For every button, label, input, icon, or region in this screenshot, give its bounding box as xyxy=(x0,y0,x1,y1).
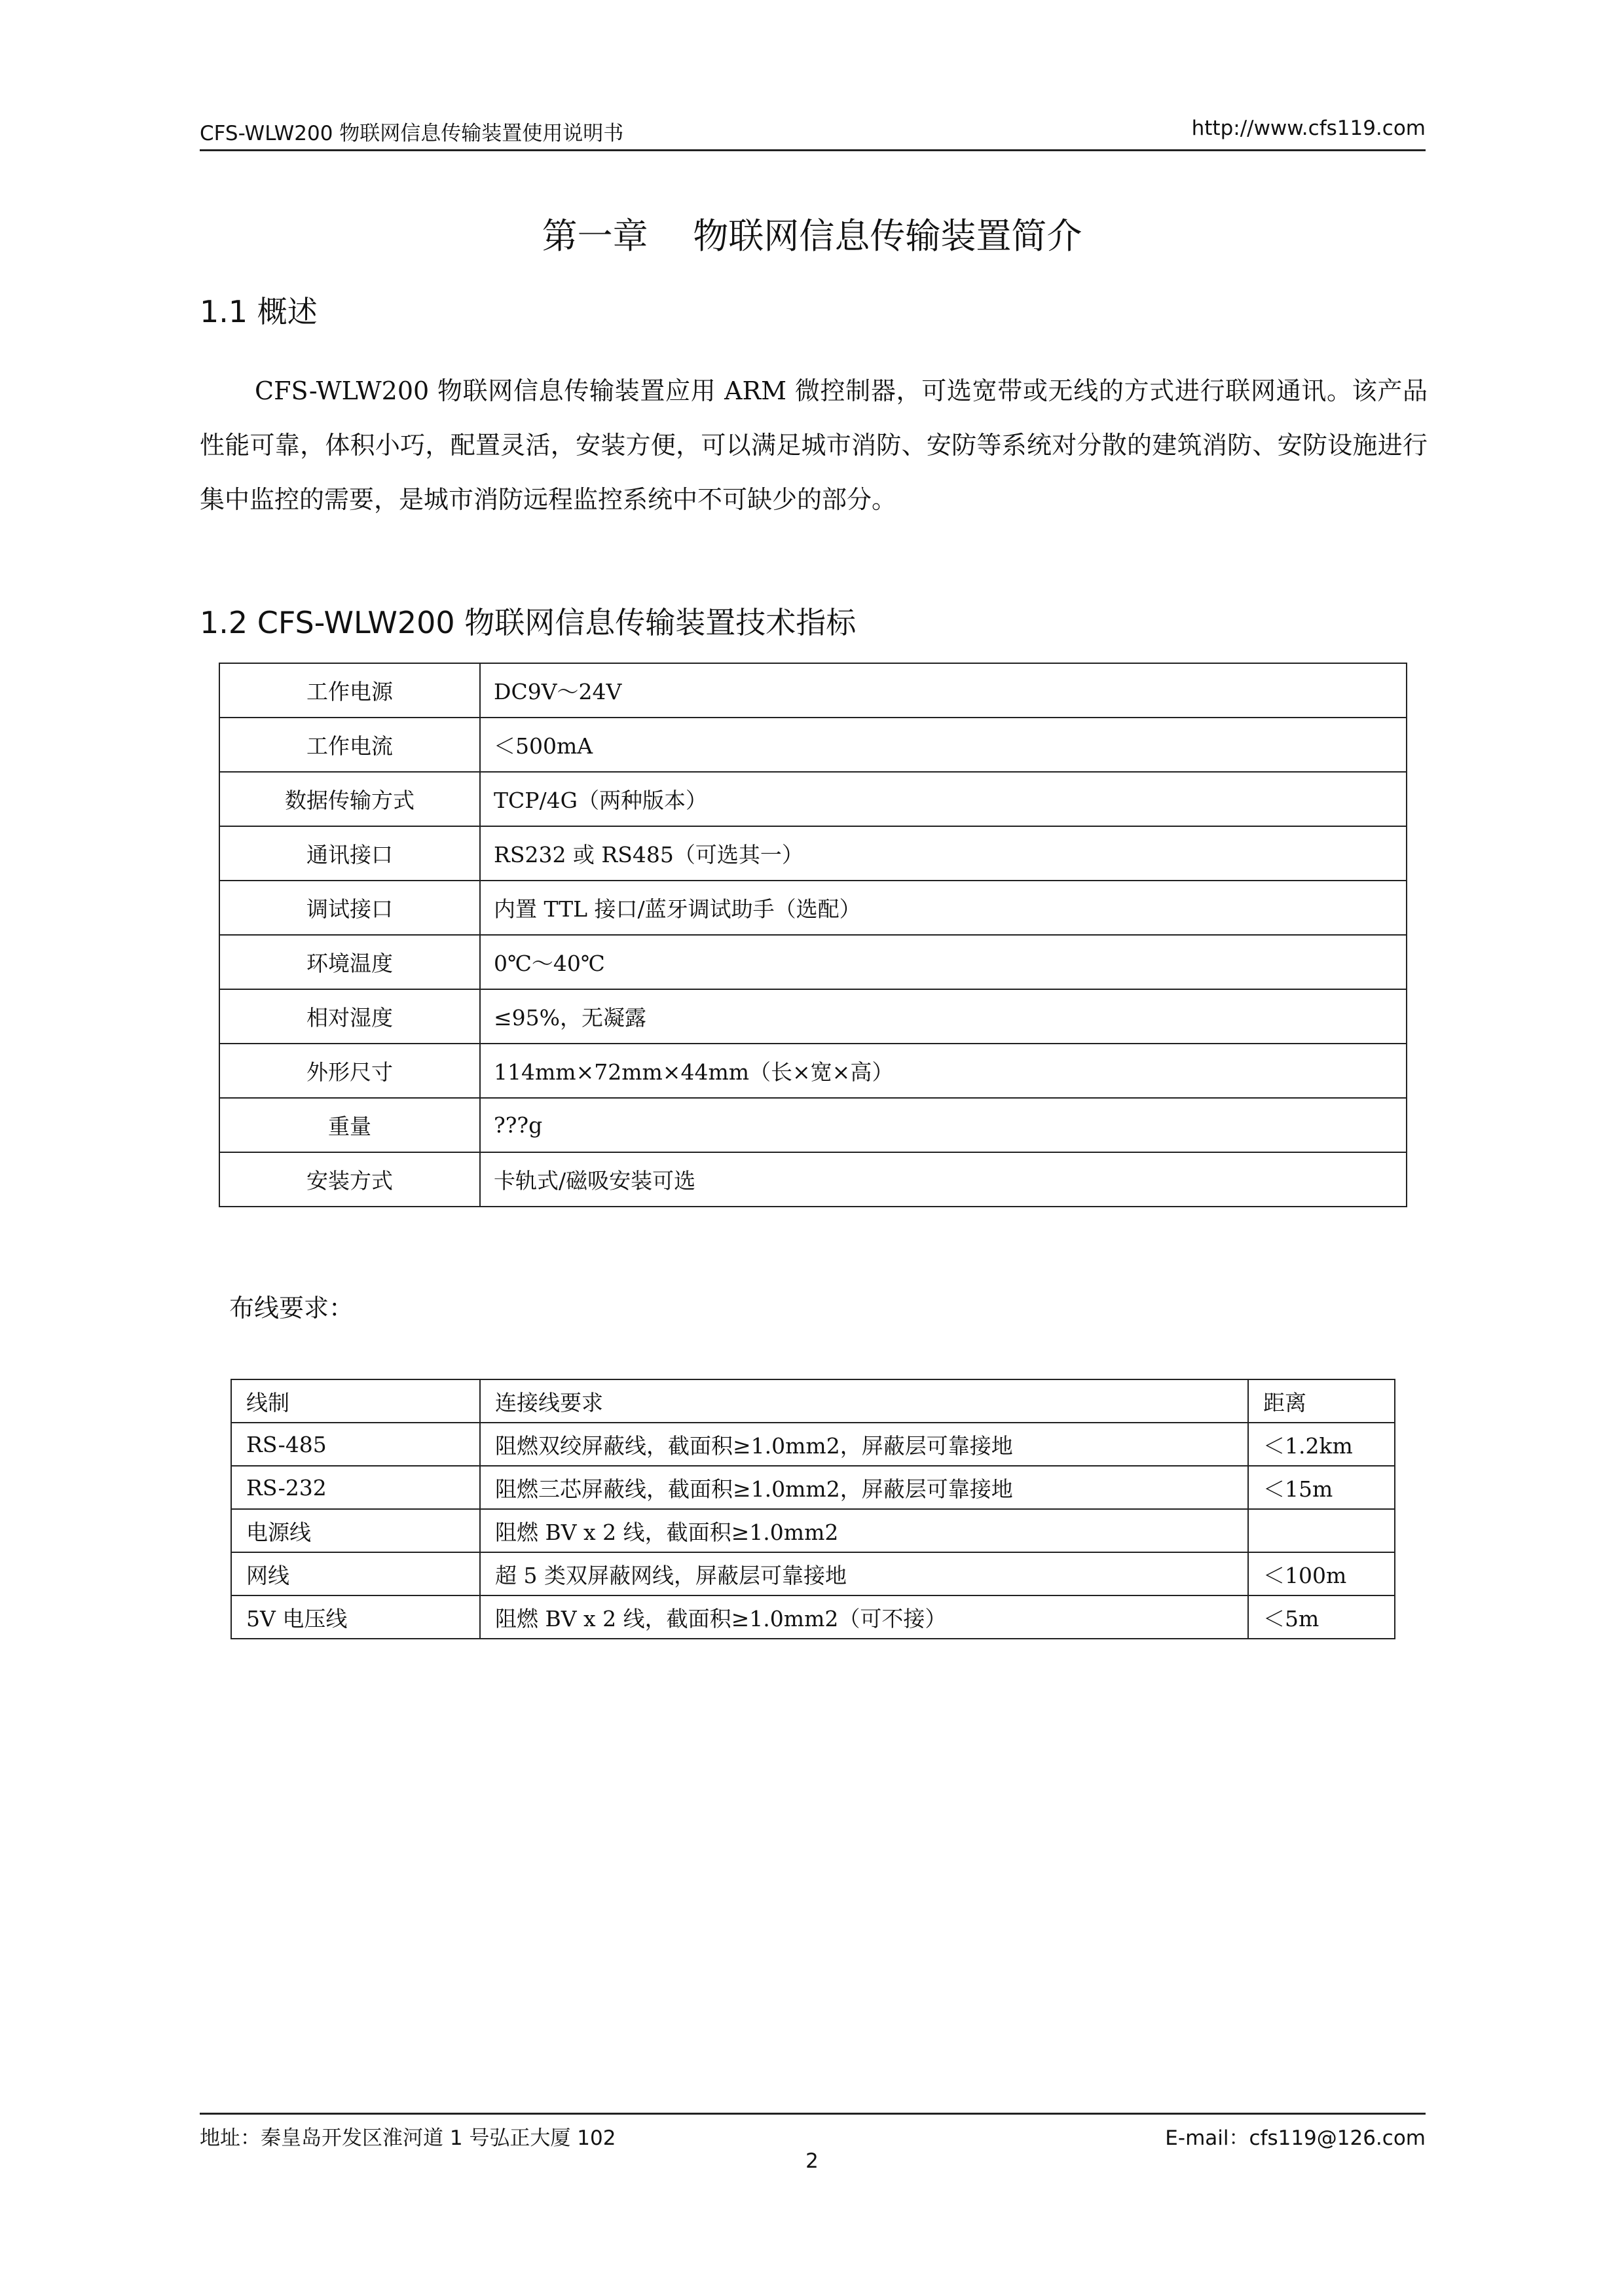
table-row xyxy=(219,663,1407,718)
spec-value: 0℃～40℃ xyxy=(480,935,1407,989)
wiring-table xyxy=(231,1379,1395,1639)
table-row xyxy=(219,826,1407,881)
table-row xyxy=(219,1044,1407,1098)
table-row xyxy=(231,1423,1395,1466)
table-row xyxy=(219,718,1407,772)
wiring-label: 布线要求： xyxy=(229,1294,354,1322)
spec-value: RS232 或 RS485（可选其一） xyxy=(480,826,1407,881)
header-url: http://www.cfs119.com xyxy=(1191,117,1426,140)
spec-value: 卡轨式/磁吸安装可选 xyxy=(480,1152,1407,1207)
spec-value: ≤95%，无凝露 xyxy=(480,989,1407,1044)
table-cell: 阻燃 BV x 2 线，截面积≥1.0mm2（可不接） xyxy=(480,1595,1248,1639)
table-row xyxy=(231,1552,1395,1595)
column-header: 连接线要求 xyxy=(480,1379,1248,1423)
table-cell: 阻燃 BV x 2 线，截面积≥1.0mm2 xyxy=(480,1509,1248,1552)
spec-table xyxy=(219,663,1407,1207)
table-row xyxy=(231,1466,1395,1509)
table-cell: ＜100m xyxy=(1248,1552,1395,1595)
column-header: 距离 xyxy=(1248,1379,1395,1423)
spec-value: ＜500mA xyxy=(480,718,1407,772)
table-row xyxy=(219,935,1407,989)
spec-key: 工作电源 xyxy=(219,663,480,718)
section-title-specs: 1.2 CFS-WLW200 物联网信息传输装置技术指标 xyxy=(200,605,857,640)
table-cell: ＜1.2km xyxy=(1248,1423,1395,1466)
footer-address: 地址：秦皇岛开发区淮河道 1 号弘正大厦 102 xyxy=(200,2126,616,2150)
spec-key: 环境温度 xyxy=(219,935,480,989)
spec-value: DC9V～24V xyxy=(480,663,1407,718)
table-cell: 电源线 xyxy=(231,1509,480,1552)
table-row xyxy=(231,1595,1395,1639)
spec-key: 相对湿度 xyxy=(219,989,480,1044)
table-cell: 5V 电压线 xyxy=(231,1595,480,1639)
table-row xyxy=(219,772,1407,826)
spec-value: ???g xyxy=(480,1098,1407,1152)
spec-value: 114mm×72mm×44mm（长×宽×高） xyxy=(480,1044,1407,1098)
page-header xyxy=(200,117,1426,151)
footer-email: E-mail：cfs119@126.com xyxy=(1165,2126,1426,2150)
table-row xyxy=(219,1098,1407,1152)
spec-key: 外形尺寸 xyxy=(219,1044,480,1098)
table-cell: ＜15m xyxy=(1248,1466,1395,1509)
page-footer xyxy=(200,2113,1426,2151)
section-title-overview: 1.1 概述 xyxy=(200,294,318,329)
column-header: 线制 xyxy=(231,1379,480,1423)
overview-paragraph: CFS-WLW200 物联网信息传输装置应用 ARM 微控制器，可选宽带或无线的方式进行联网通讯。该产品性能可靠，体积小巧，配置灵活，安装方便，可以满足城市消防、安防等系统对分散的建筑消防、安防设施进行集中监控的需要，是城市消防远程监控系统中不可缺少的部分。 xyxy=(200,376,1428,514)
page-number: 2 xyxy=(805,2149,819,2173)
spec-key: 安装方式 xyxy=(219,1152,480,1207)
spec-key: 工作电流 xyxy=(219,718,480,772)
table-cell: 网线 xyxy=(231,1552,480,1595)
table-row xyxy=(231,1509,1395,1552)
table-cell: RS-232 xyxy=(231,1466,480,1509)
table-cell xyxy=(1248,1509,1395,1552)
spec-value: 内置 TTL 接口/蓝牙调试助手（选配） xyxy=(480,881,1407,935)
table-cell: 超 5 类双屏蔽网线，屏蔽层可靠接地 xyxy=(480,1552,1248,1595)
table-cell: RS-485 xyxy=(231,1423,480,1466)
table-header-row xyxy=(231,1379,1395,1423)
table-cell: 阻燃双绞屏蔽线，截面积≥1.0mm2，屏蔽层可靠接地 xyxy=(480,1423,1248,1466)
spec-value: TCP/4G（两种版本） xyxy=(480,772,1407,826)
spec-key: 调试接口 xyxy=(219,881,480,935)
table-cell: 阻燃三芯屏蔽线，截面积≥1.0mm2，屏蔽层可靠接地 xyxy=(480,1466,1248,1509)
table-row xyxy=(219,1152,1407,1207)
table-row xyxy=(219,881,1407,935)
spec-key: 数据传输方式 xyxy=(219,772,480,826)
table-cell: ＜5m xyxy=(1248,1595,1395,1639)
spec-key: 重量 xyxy=(219,1098,480,1152)
spec-key: 通讯接口 xyxy=(219,826,480,881)
chapter-title: 第一章 物联网信息传输装置简介 xyxy=(542,215,1082,257)
table-row xyxy=(219,989,1407,1044)
header-doc-title: CFS-WLW200 物联网信息传输装置使用说明书 xyxy=(200,122,624,145)
